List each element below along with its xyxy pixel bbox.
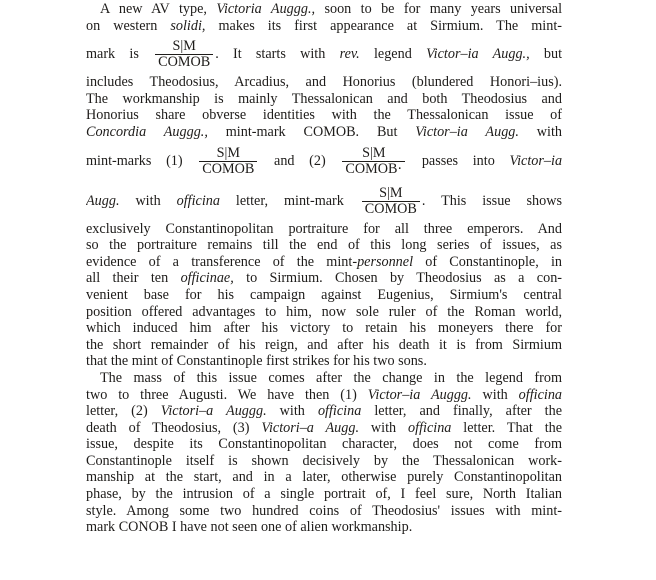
text-line: exclusively Constantinopolitan portraiture for all three emperors. And xyxy=(86,220,562,237)
text-line: evidence of a transference of the mint-personnel of Constantinople, in xyxy=(86,253,562,270)
paragraph-1 xyxy=(86,1,562,370)
text-line: A new AV type, Victoria Auggg., soon to be for many years universal xyxy=(100,1,562,17)
mint-mark-fraction: $\frac{S|M}{\text{COMOB}}$ xyxy=(199,146,257,177)
text-line: The mass of this issue comes after the change in the legend from xyxy=(100,369,562,386)
text-line: Augg. with officina letter, mint-mark $\frac{S|M}{\text{COMOB}}$ . This issue shows xyxy=(86,184,562,217)
text-line: venient base for his campaign against Eugenius, Sirmium's central xyxy=(86,286,562,303)
gold-symbol: AV xyxy=(151,1,170,17)
text-line: Concordia Auggg., mint-mark COMOB. But Victor–ia Augg. with xyxy=(86,123,562,140)
document-page xyxy=(86,1,562,536)
coin-type-name: Victoria Auggg., xyxy=(216,1,316,17)
text-line: Honorius share obverse identities with the Thessalonican issue of xyxy=(86,107,562,124)
text-line: manship at the start, and in a later, otherwise purely Constantinopolitan xyxy=(86,469,562,486)
mint-mark-fraction: $\frac{S|M}{\text{COMOB·}}$ xyxy=(342,146,405,177)
text-line: two to three Augusti. We have then (1) Victor–ia Auggg. with officina xyxy=(86,386,562,403)
text-line: letter, (2) Victori–a Auggg. with officina letter, and finally, after the xyxy=(86,403,562,420)
text-line: position offered advantages to him, now sole ruler of the Roman world, xyxy=(86,303,562,320)
text-line: on western solidi, makes its first appearance at Sirmium. The mint- xyxy=(86,17,562,34)
text-line: Constantinople itself is shown decisively by the Thessalonican work- xyxy=(86,452,562,469)
text-line: which induced him after his victory to retain his moneyers there for xyxy=(86,320,562,337)
mint-mark-fraction: $\frac{S|M}{\text{COMOB}}$ xyxy=(155,39,213,70)
text-line: mint-marks (1) $\frac{S|M}{\text{COMOB}}$ and (2) $\frac{S|M}{\text{COMOB·}}$ passes into Victor–ia xyxy=(86,144,562,177)
mint-mark-fraction: $\frac{S|M}{\text{COMOB}}$ xyxy=(362,186,420,217)
text-line: that the mint of Constantinople first strikes for his two sons. xyxy=(86,353,427,370)
text-line: the short remainder of his reign, and after his death it is from Sirmium xyxy=(86,336,562,353)
text-line: includes Theodosius, Arcadius, and Honorius (blundered Honori–ius). xyxy=(86,74,562,91)
text-line: issue, despite its Constantinopolitan character, does not come from xyxy=(86,436,562,453)
text-line: phase, by the intrusion of a single portrait of, I feel sure, North Italian xyxy=(86,486,562,503)
text-line: mark is $\frac{S|M}{\text{COMOB}}$ . It starts with rev. legend Victor–ia Augg., but xyxy=(86,38,562,71)
text-line: so the portraiture remains till the end of this long series of issues, as xyxy=(86,237,562,254)
text-line: death of Theodosius, (3) Victori–a Augg. with officina letter. That the xyxy=(86,419,562,436)
paragraph-2 xyxy=(86,370,562,536)
text-line: The workmanship is mainly Thessalonican and both Theodosius and xyxy=(86,90,562,107)
text-line: mark CONOB I have not seen one of alien workmanship. xyxy=(86,519,413,536)
text-line: style. Among some two hundred coins of Theodosius' issues with mint- xyxy=(86,502,562,519)
text-line: all their ten officinae, to Sirmium. Chosen by Theodosius as a con- xyxy=(86,270,562,287)
